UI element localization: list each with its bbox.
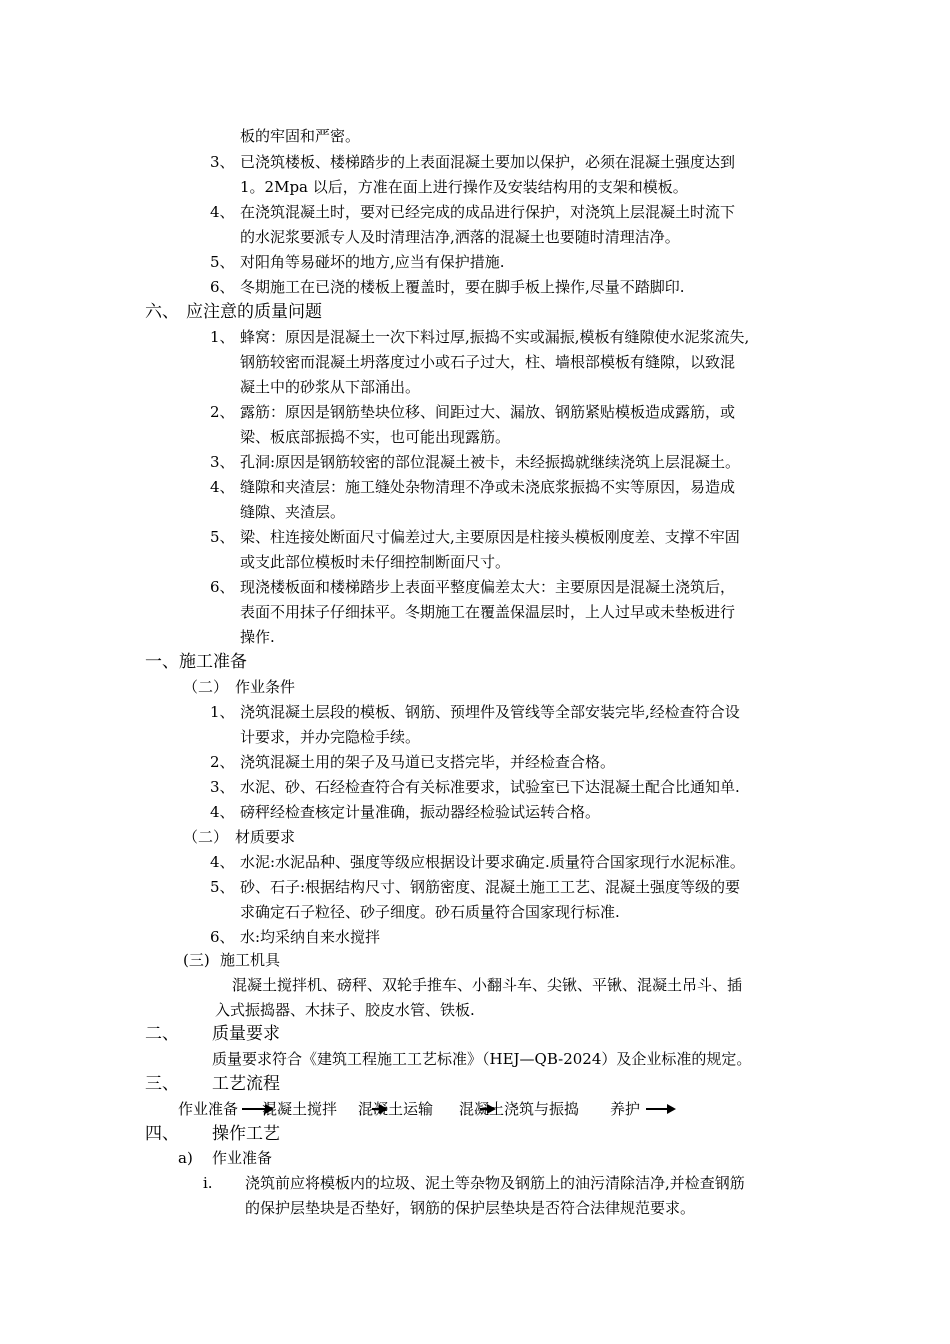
sub-conditions-label: （二） xyxy=(183,678,229,696)
sub-materials-title: 材质要求 xyxy=(235,828,296,846)
sub-i-line-2: 的保护层垫块是否垫好，钢筋的保护层垫块是否符合法律规范要求。 xyxy=(245,1199,696,1217)
sec6-item-5-number: 5、 xyxy=(210,528,235,546)
section-quality-title: 质量要求 xyxy=(212,1024,280,1044)
section-process-number: 三、 xyxy=(145,1074,179,1094)
cond-item-1-line-1: 浇筑混凝土层段的模板、钢筋、预埋件及管线等全部安装完毕,经检查符合设 xyxy=(240,703,740,721)
sec6-item-2-line-2: 梁、板底部振捣不实，也可能出现露筋。 xyxy=(240,428,511,446)
sec6-item-3-line-1: 孔洞:原因是钢筋较密的部位混凝土被卡，未经振捣就继续浇筑上层混凝土。 xyxy=(240,453,741,471)
sec6-item-2-line-1: 露筋：原因是钢筋垫块位移、间距过大、漏放、钢筋紧贴模板造成露筋，或 xyxy=(240,403,736,421)
section-operation-number: 四、 xyxy=(145,1124,179,1144)
sec6-item-1-line-3: 凝土中的砂浆从下部涌出。 xyxy=(240,378,421,396)
cond-item-3-line-1: 水泥、砂、石经检查符合有关标准要求，试验室已下达混凝土配合比通知单. xyxy=(240,778,740,796)
top-item-4-line-1: 在浇筑混凝土时，要对已经完成的成品进行保护，对浇筑上层混凝土时流下 xyxy=(240,203,736,221)
sec6-item-6-line-3: 操作. xyxy=(240,628,275,646)
section-process-title: 工艺流程 xyxy=(212,1074,280,1094)
top-item-6-line-1: 冬期施工在已浇的楼板上覆盖时，要在脚手板上操作,尽量不踏脚印. xyxy=(240,278,685,296)
sub-i-label: i. xyxy=(203,1174,213,1192)
sub-i-line-1: 浇筑前应将模板内的垃圾、泥土等杂物及钢筋上的油污清除洁净,并检查钢筋 xyxy=(245,1174,745,1192)
cond-item-2-line-1: 浇筑混凝土用的架子及马道已支搭完毕，并经检查合格。 xyxy=(240,753,616,771)
cond-item-1-line-2: 计要求，并办完隐检手续。 xyxy=(240,728,421,746)
flow-step-4: 混凝土浇筑与振捣 xyxy=(459,1100,580,1118)
mat-item-4-number: 4、 xyxy=(210,853,235,871)
section-quality-number: 二、 xyxy=(145,1024,179,1044)
top-continuation: 板的牢固和严密。 xyxy=(240,127,361,145)
mat-item-6-line-1: 水:均采纳自来水搅拌 xyxy=(240,928,381,946)
sec6-item-6-line-2: 表面不用抹子仔细抹平。冬期施工在覆盖保温层时，上人过早或未垫板进行 xyxy=(240,603,736,621)
flow-step-5: 养护 xyxy=(610,1100,641,1118)
flow-step-1: 作业准备 xyxy=(178,1100,239,1118)
sec6-item-4-line-1: 缝隙和夹渣层：施工缝处杂物清理不净或未浇底浆振捣不实等原因，易造成 xyxy=(240,478,736,496)
flow-arrow-4 xyxy=(646,1108,668,1110)
sub-conditions-title: 作业条件 xyxy=(235,678,296,696)
section-6-title: 应注意的质量问题 xyxy=(186,302,322,322)
sec6-item-4-number: 4、 xyxy=(210,478,235,496)
sub-materials-label: （二） xyxy=(183,828,229,846)
top-item-5-number: 5、 xyxy=(210,253,235,271)
section-operation-title: 操作工艺 xyxy=(212,1124,280,1144)
sec6-item-1-number: 1、 xyxy=(210,328,235,346)
sec6-item-2-number: 2、 xyxy=(210,403,235,421)
flow-step-2: 混凝土搅拌 xyxy=(262,1100,338,1118)
top-item-3-line-2: 1。2Mpa 以后，方准在面上进行操作及安装结构用的支架和模板。 xyxy=(240,178,688,196)
sub-tools-label: (三) xyxy=(183,951,210,969)
sec6-item-5-line-2: 或支此部位模板时未仔细控制断面尺寸。 xyxy=(240,553,511,571)
sec6-item-1-line-1: 蜂窝：原因是混凝土一次下料过厚,振捣不实或漏振,模板有缝隙使水泥浆流失, xyxy=(240,328,750,346)
cond-item-4-number: 4、 xyxy=(210,803,235,821)
tools-line-2: 入式振捣器、木抹子、胶皮水管、铁板. xyxy=(215,1001,475,1019)
top-item-3-line-1: 已浇筑楼板、楼梯踏步的上表面混凝土要加以保护，必须在混凝土强度达到 xyxy=(240,153,736,171)
mat-item-5-line-2: 求确定石子粒径、砂子细度。砂石质量符合国家现行标准. xyxy=(240,903,620,921)
quality-body: 质量要求符合《建筑工程施工工艺标准》（HEJ—QB-2024）及企业标准的规定。 xyxy=(212,1050,752,1068)
sub-tools-title: 施工机具 xyxy=(220,951,281,969)
sec6-item-4-line-2: 缝隙、夹渣层。 xyxy=(240,503,346,521)
sec6-item-6-line-1: 现浇楼板面和楼梯踏步上表面平整度偏差太大：主要原因是混凝土浇筑后， xyxy=(240,578,736,596)
sec6-item-6-number: 6、 xyxy=(210,578,235,596)
sub-a-label: a) xyxy=(178,1149,193,1167)
top-item-4-number: 4、 xyxy=(210,203,235,221)
sub-a-title: 作业准备 xyxy=(212,1149,273,1167)
mat-item-6-number: 6、 xyxy=(210,928,235,946)
top-item-6-number: 6、 xyxy=(210,278,235,296)
top-item-3-number: 3、 xyxy=(210,153,235,171)
top-item-4-line-2: 的水泥浆要派专人及时清理洁净,洒落的混凝土也要随时清理洁净。 xyxy=(240,228,680,246)
mat-item-5-number: 5、 xyxy=(210,878,235,896)
section-prep-title: 一、施工准备 xyxy=(145,652,247,672)
section-6-number: 六、 xyxy=(145,302,179,322)
flow-step-3: 混凝土运输 xyxy=(358,1100,434,1118)
cond-item-1-number: 1、 xyxy=(210,703,235,721)
cond-item-2-number: 2、 xyxy=(210,753,235,771)
sec6-item-1-line-2: 钢筋较密而混凝土坍落度过小或石子过大，柱、墙根部模板有缝隙，以致混 xyxy=(240,353,736,371)
mat-item-4-line-1: 水泥:水泥品种、强度等级应根据设计要求确定.质量符合国家现行水泥标准。 xyxy=(240,853,745,871)
tools-line-1: 混凝土搅拌机、磅秤、双轮手推车、小翻斗车、尖锹、平锹、混凝土吊斗、插 xyxy=(232,976,743,994)
sec6-item-5-line-1: 梁、柱连接处断面尺寸偏差过大,主要原因是柱接头模板刚度差、支撑不牢固 xyxy=(240,528,740,546)
cond-item-3-number: 3、 xyxy=(210,778,235,796)
top-item-5-line-1: 对阳角等易碰坏的地方,应当有保护措施. xyxy=(240,253,505,271)
cond-item-4-line-1: 磅秤经检查核定计量准确，振动器经检验试运转合格。 xyxy=(240,803,601,821)
mat-item-5-line-1: 砂、石子:根据结构尺寸、钢筋密度、混凝土施工工艺、混凝土强度等级的要 xyxy=(240,878,741,896)
sec6-item-3-number: 3、 xyxy=(210,453,235,471)
